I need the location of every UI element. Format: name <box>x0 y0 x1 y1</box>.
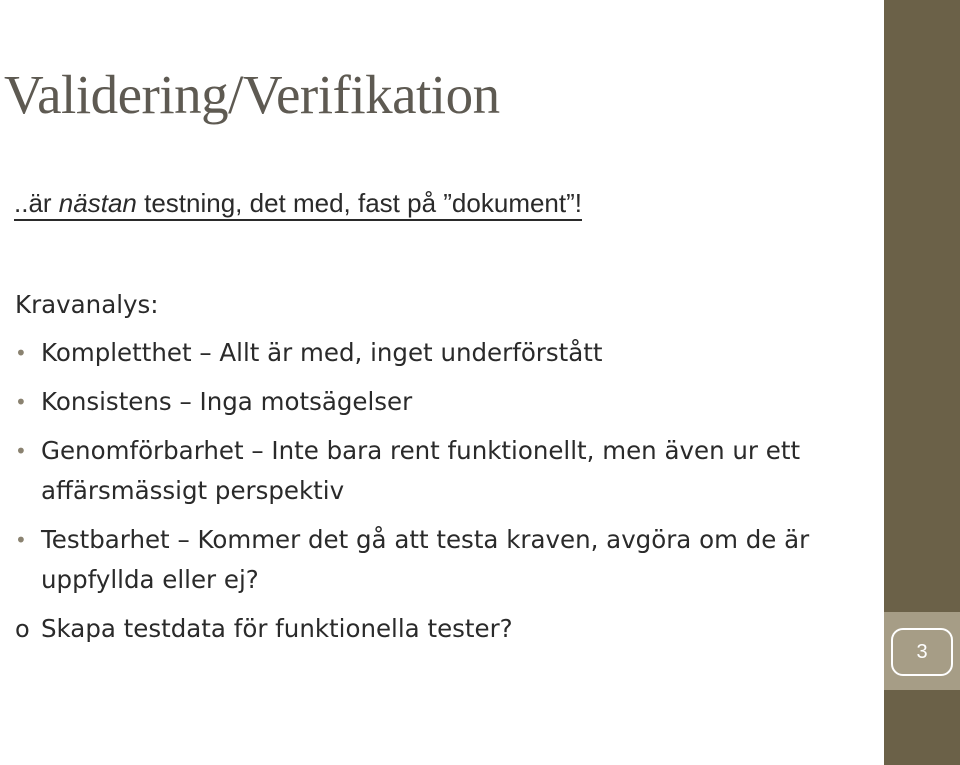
slide-content <box>15 285 875 658</box>
slide-subtitle <box>14 188 582 219</box>
subtitle-prefix: ..är <box>14 188 59 218</box>
subtitle-text <box>14 188 582 221</box>
bullet-list <box>15 333 875 649</box>
bullet-item <box>15 520 875 600</box>
page-number-badge <box>891 628 953 676</box>
bullet-item <box>15 382 875 422</box>
bullet-text: Konsistens – Inga motsägelser <box>41 387 413 416</box>
section-heading: Kravanalys: <box>15 290 159 319</box>
page-number: 3 <box>916 640 928 663</box>
subtitle-emphasis: nästan <box>58 188 137 218</box>
subtitle-suffix: testning, det med, fast på ”dokument”! <box>136 188 582 218</box>
sidebar-band-top <box>884 0 960 612</box>
bullet-icon: • <box>15 439 27 463</box>
bullet-item <box>15 333 875 373</box>
bullet-icon: o <box>15 615 30 643</box>
bullet-text: Genomförbarhet – Inte bara rent funktionellt, men även ur ett affärsmässigt perspektiv <box>41 436 801 505</box>
bullet-icon: • <box>15 390 27 414</box>
bullet-text: Kompletthet – Allt är med, inget underförstått <box>41 338 603 367</box>
sidebar-band-bottom <box>884 690 960 765</box>
bullet-text: Testbarhet – Kommer det gå att testa kraven, avgöra om de är uppfyllda eller ej? <box>41 525 810 594</box>
bullet-icon: • <box>15 341 27 365</box>
slide-title: Validering/Verifikation <box>4 64 500 125</box>
bullet-item <box>15 431 875 511</box>
bullet-item <box>15 609 875 649</box>
bullet-text: Skapa testdata för funktionella tester? <box>41 614 513 643</box>
bullet-icon: • <box>15 528 27 552</box>
